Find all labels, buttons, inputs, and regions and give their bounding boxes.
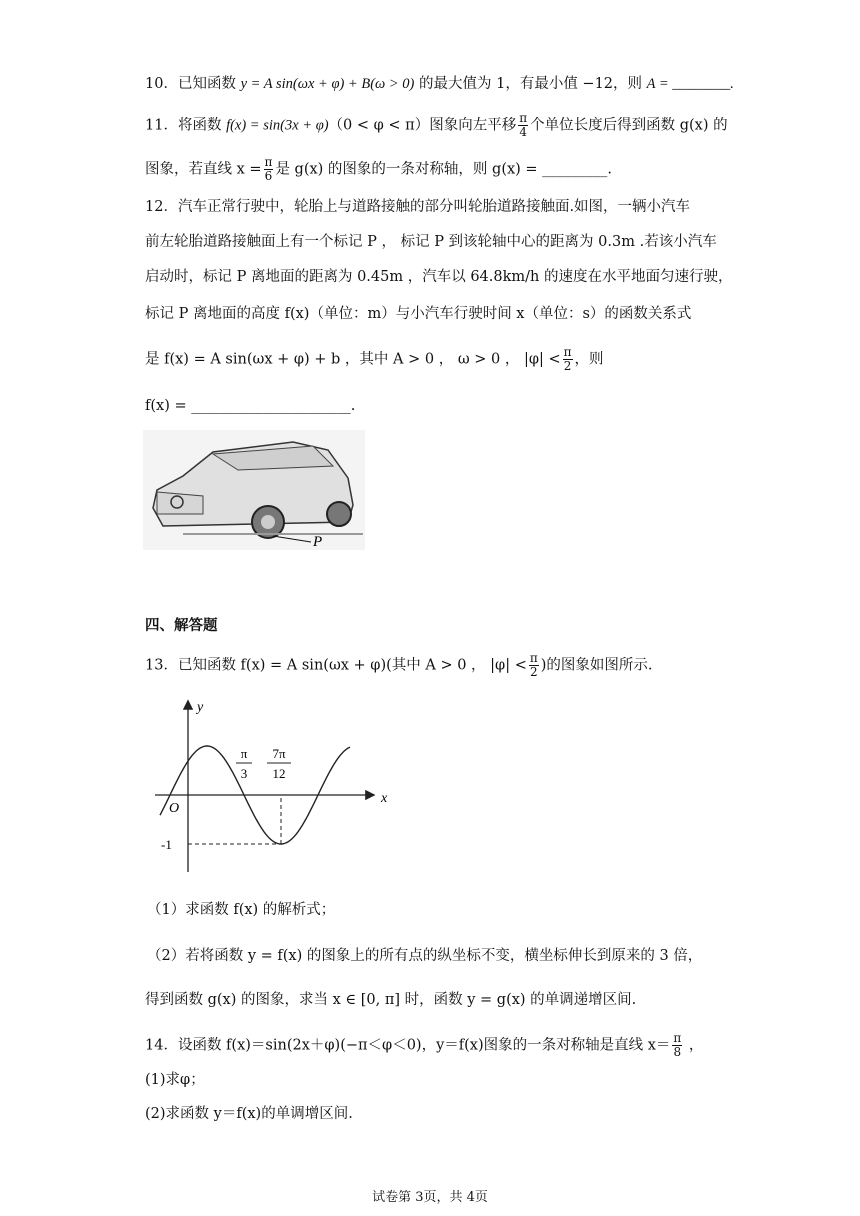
q14-pre: 设函数 f(x)＝sin(2x＋φ)(−π＜φ＜0)，y＝f(x)图象的一条对称轴是直线 x＝ <box>177 1037 671 1054</box>
q11-number: 11． <box>145 117 178 134</box>
min-value-label: -1 <box>161 837 172 852</box>
section-heading: 四、解答题 <box>145 618 218 634</box>
question-12-line2: 前左轮胎道路接触面上有一个标记 P ， 标记 P 到该轮轴中心的距离为 0.3m .若该小汽车 <box>145 234 717 250</box>
tick-pi-3-den: 3 <box>240 766 248 781</box>
tick-7pi-12-den: 12 <box>272 766 286 781</box>
origin-label: O <box>169 801 180 816</box>
q14-number: 14． <box>145 1037 178 1054</box>
q10-number: 10． <box>145 76 178 92</box>
q12-line5-end: ，则 <box>574 351 604 368</box>
question-14 <box>145 1032 703 1059</box>
question-12-answer-line: f(x) = ______________________. <box>145 398 356 414</box>
q14-part2: (2)求函数 y＝f(x)的单调增区间. <box>145 1106 353 1122</box>
question-12-line5 <box>145 346 604 373</box>
q12-line5-pre: 是 f(x) = A sin(ωx + φ) + b ，其中 A > 0 ， ω > 0 ， |φ| < <box>145 351 561 368</box>
question-12-line3: 启动时，标记 P 离地面的距离为 0.45m ，汽车以 64.8km/h 的速度在水平地面匀速行驶， <box>145 269 733 285</box>
q11-mid: 图象向左平移 <box>429 117 517 134</box>
car-photo <box>143 430 365 550</box>
q11-line1-end: 个单位长度后得到函数 g(x) 的 <box>530 117 728 134</box>
q10-answer-blank: A = ________. <box>646 76 734 92</box>
q14-fraction-pi-8: $\frac{\pi}{8}$ <box>673 1031 682 1059</box>
tick-pi-3-num: π <box>240 746 248 761</box>
tick-7pi-12-num: 7π <box>272 746 286 761</box>
q10-pre: 已知函数 <box>177 76 241 92</box>
q12-number: 12． <box>145 199 178 215</box>
q14-part1: (1)求φ； <box>145 1072 205 1088</box>
q11-line2-pre: 图象，若直线 x = <box>145 161 262 178</box>
q13-part2-line2: 得到函数 g(x) 的图象，求当 x ∈ [0, π] 时，函数 y = g(x) 的单调递增区间. <box>145 992 637 1008</box>
q12-line1: 汽车正常行驶中，轮胎上与道路接触的部分叫轮胎道路接触面.如图，一辆小汽车 <box>177 199 691 215</box>
q13-pre: 已知函数 f(x) = A sin(ωx + φ)(其中 A > 0 ， |φ| < <box>177 657 527 674</box>
question-11-line2 <box>145 156 612 183</box>
q11-pre: 将函数 <box>177 117 227 134</box>
q11-condition: （0 < φ < π） <box>328 117 430 134</box>
q11-line2-end: 是 g(x) 的图象的一条对称轴，则 g(x) = _________. <box>275 161 613 178</box>
x-axis-label: x <box>381 791 388 806</box>
q13-fraction-pi-2: $\frac{\pi}{2}$ <box>529 651 538 679</box>
question-10 <box>145 74 734 94</box>
question-12-line4: 标记 P 离地面的高度 f(x)（单位：m）与小汽车行驶时间 x（单位：s）的函数关系式 <box>145 306 692 322</box>
q13-part1: （1）求函数 f(x) 的解析式； <box>147 902 336 918</box>
q12-fraction-pi-2: $\frac{\pi}{2}$ <box>563 345 572 373</box>
q13-number: 13． <box>145 657 178 674</box>
q10-expr: y = A sin(ωx + φ) + B(ω > 0) <box>240 76 415 92</box>
car-label-p: P <box>313 534 323 550</box>
page-footer: 试卷第 3页，共 4页 <box>372 1190 488 1205</box>
q14-end: ， <box>684 1037 704 1054</box>
question-13 <box>145 652 653 679</box>
q11-fraction-pi-4: $\frac{\pi}{4}$ <box>519 111 528 139</box>
sine-graph <box>155 696 395 876</box>
q10-mid: 的最大值为 1，有最小值 −12，则 <box>414 76 647 92</box>
y-axis-label: y <box>197 700 204 715</box>
question-12-line1 <box>145 197 690 217</box>
q11-expr: f(x) = sin(3x + φ) <box>226 117 329 134</box>
question-11-line1 <box>145 112 728 139</box>
q11-fraction-pi-6: $\frac{\pi}{6}$ <box>264 155 273 183</box>
q13-end: )的图象如图所示. <box>540 657 653 674</box>
q13-part2-line1: （2）若将函数 y = f(x) 的图象上的所有点的纵坐标不变，横坐标伸长到原来的 3 倍， <box>147 948 703 964</box>
